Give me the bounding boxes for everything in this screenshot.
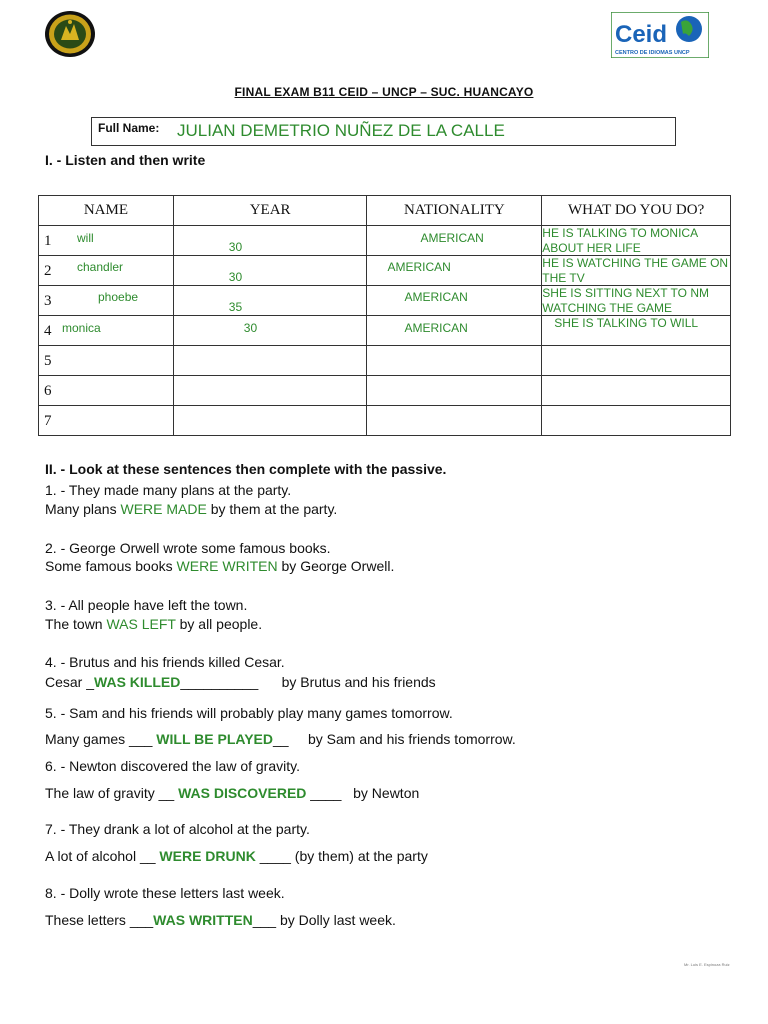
nationality-cell: AMERICAN — [404, 290, 468, 304]
question-2: 2. - George Orwell wrote some famous books. — [45, 540, 331, 556]
table-row — [39, 376, 731, 406]
question-3: 3. - All people have left the town. — [45, 597, 248, 613]
what-cell: HE IS TALKING TO MONICA ABOUT HER LIFE — [542, 226, 698, 255]
question-4: 4. - Brutus and his friends killed Cesar. — [45, 654, 285, 670]
answer-suffix: by George Orwell. — [277, 558, 395, 574]
answer-fill: WAS KILLED — [94, 674, 181, 690]
year-cell: 30 — [228, 240, 243, 254]
question-8: 8. - Dolly wrote these letters last week. — [45, 885, 285, 901]
year-cell: 30 — [228, 270, 243, 284]
answer-prefix: The town — [45, 616, 107, 632]
table-row — [39, 316, 731, 346]
table-header-row — [39, 196, 731, 226]
exam-title: FINAL EXAM B11 CEID – UNCP – SUC. HUANCAYO — [234, 85, 534, 99]
answer-suffix: ____ by Newton — [306, 785, 420, 801]
answer-prefix: Many plans — [45, 501, 121, 517]
answer-5 — [45, 731, 516, 747]
answer-prefix: Some famous books — [45, 558, 177, 574]
answer-suffix: by all people. — [175, 616, 263, 632]
nationality-cell: AMERICAN — [387, 260, 451, 274]
answer-prefix: These letters ___ — [45, 912, 154, 928]
answer-prefix: The law of gravity __ — [45, 785, 179, 801]
question-1: 1. - They made many plans at the party. — [45, 482, 292, 498]
col-header-what: WHAT DO YOU DO? — [542, 196, 731, 226]
listen-table — [38, 195, 731, 436]
university-seal-logo — [44, 10, 96, 58]
section2-heading: II. - Look at these sentences then complete with the passive. — [45, 461, 447, 477]
col-header-year: YEAR — [173, 196, 367, 226]
name-cell: will — [77, 231, 94, 245]
full-name-value: JULIAN DEMETRIO NUÑEZ DE LA CALLE — [177, 121, 505, 140]
answer-1 — [45, 501, 337, 517]
table-row — [39, 256, 731, 286]
nationality-cell: AMERICAN — [404, 321, 468, 335]
what-cell: SHE IS SITTING NEXT TO NM WATCHING THE GAME — [542, 286, 709, 315]
table-row — [39, 226, 731, 256]
name-cell: monica — [62, 321, 101, 335]
year-cell: 30 — [243, 321, 258, 335]
answer-fill: WAS LEFT — [106, 616, 176, 632]
row-number: 7 — [44, 413, 52, 429]
row-number: 3 — [44, 293, 52, 309]
table-row — [39, 346, 731, 376]
footer-credit: Mr. Luis E. Espinoza Ruiz — [684, 962, 730, 967]
question-5: 5. - Sam and his friends will probably play many games tomorrow. — [45, 705, 453, 721]
full-name-label: Full Name: — [98, 121, 160, 135]
answer-suffix: ____ (by them) at the party — [255, 848, 428, 864]
answer-fill: WERE DRUNK — [159, 848, 256, 864]
answer-7 — [45, 848, 428, 864]
answer-suffix: by them at the party. — [206, 501, 338, 517]
answer-fill: WERE MADE — [120, 501, 207, 517]
row-number: 2 — [44, 263, 52, 279]
table-row — [39, 286, 731, 316]
answer-fill: WAS WRITTEN — [153, 912, 253, 928]
row-number: 5 — [44, 353, 52, 369]
question-7: 7. - They drank a lot of alcohol at the party. — [45, 821, 310, 837]
answer-fill: WAS DISCOVERED — [178, 785, 307, 801]
question-6: 6. - Newton discovered the law of gravity. — [45, 758, 300, 774]
svg-text:CENTRO DE IDIOMAS UNCP: CENTRO DE IDIOMAS UNCP — [615, 50, 690, 56]
answer-prefix: Many games ___ — [45, 731, 157, 747]
answer-2 — [45, 558, 394, 574]
col-header-nationality: NATIONALITY — [367, 196, 542, 226]
table-row — [39, 406, 731, 436]
nationality-cell: AMERICAN — [420, 231, 484, 245]
what-cell: HE IS WATCHING THE GAME ON THE TV — [542, 256, 729, 285]
row-number: 4 — [44, 323, 52, 339]
answer-suffix: __________ by Brutus and his friends — [180, 674, 436, 690]
answer-suffix: __ by Sam and his friends tomorrow. — [272, 731, 516, 747]
what-cell: SHE IS TALKING TO WILL — [554, 316, 699, 330]
answer-4 — [45, 674, 436, 690]
name-cell: chandler — [77, 260, 124, 274]
answer-fill: WERE WRITEN — [176, 558, 278, 574]
answer-6 — [45, 785, 419, 801]
svg-text:Ceid: Ceid — [615, 21, 668, 48]
answer-3 — [45, 616, 262, 632]
col-header-name: NAME — [39, 196, 174, 226]
row-number: 1 — [44, 233, 52, 249]
answer-prefix: A lot of alcohol __ — [45, 848, 160, 864]
section1-heading: I. - Listen and then write — [45, 152, 206, 168]
answer-prefix: Cesar _ — [45, 674, 95, 690]
year-cell: 35 — [228, 300, 243, 314]
name-cell: phoebe — [98, 290, 139, 304]
full-name-box — [91, 117, 676, 146]
ceid-logo — [611, 12, 709, 58]
answer-fill: WILL BE PLAYED — [156, 731, 273, 747]
answer-suffix: ___ by Dolly last week. — [252, 912, 396, 928]
row-number: 6 — [44, 383, 52, 399]
answer-8 — [45, 912, 396, 928]
